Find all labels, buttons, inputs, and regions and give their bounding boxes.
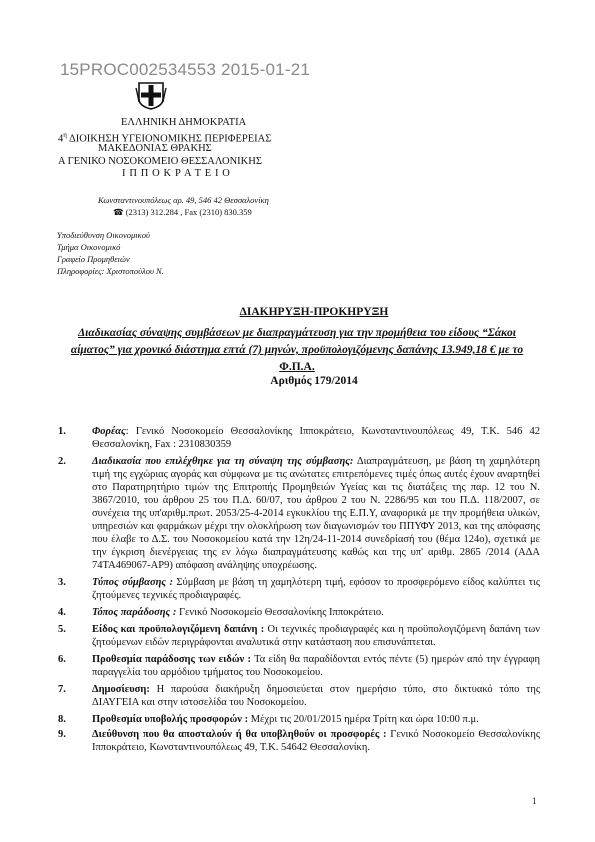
item-number: 4. — [58, 607, 66, 618]
item-text: Οι τεχνικές προδιαγραφές και η προϋπολογιζόμενη δαπάνη των ζητούμενων ειδών περιγράφονται αναλυτικά στην κατάσταση που επισυνάπτεται. — [92, 624, 540, 648]
hospital-address: Κωνσταντινουπόλεως αρ. 49, 546 42 Θεσσαλονίκη — [98, 195, 269, 205]
item-number: 9. — [58, 729, 66, 740]
list-item — [58, 606, 540, 619]
item-text: Σύμβαση με βάση τη χαμηλότερη τιμή, εφόσον το προσφερόμενο είδος καλύπτει τις ζητούμενες τεχνικές προδιαγραφές. — [92, 577, 540, 601]
department-info — [57, 229, 164, 277]
department-line: Υποδιεύθυνση Οικονομικού — [57, 230, 150, 240]
item-label: Τύπος σύμβασης : — [92, 577, 173, 588]
item-label: Τόπος παράδοσης : — [92, 607, 177, 618]
item-text: Η παρούσα διακήρυξη δημοσιεύεται στον ημερήσιο τύπο, στο δικτυακό τόπο της ΔΙΑΥΓΕΙΑ και στην ιστοσελίδα του Νοσοκομείου. — [92, 684, 540, 708]
page-number: 1 — [532, 796, 537, 806]
item-text: Γενικό Νοσοκομείο Θεσσαλονίκης Ιπποκράτειο, Κωνσταντινουπόλεως 49, Τ.Κ. 54642 Θεσσαλονίκη. — [92, 729, 541, 753]
header-hospital: Α ΓΕΝΙΚΟ ΝΟΣΟΚΟΜΕΙΟ ΘΕΣΣΑΛΟΝΙΚΗΣ — [58, 156, 262, 167]
header-hippokrateio: Ι Π Π Ο Κ Ρ Α Τ Ε Ι Ο — [122, 168, 231, 179]
list-item — [58, 455, 540, 572]
header-health-region: $4^\eta$ ΔΙΟΙΚΗΣΗ ΥΓΕΙΟΝΟΜΙΚΗΣ ΠΕΡΙΦΕΡΕΙΑΣ — [58, 131, 272, 145]
header-republic: ΕΛΛΗΝΙΚΗ ΔΗΜΟΚΡΑΤΙΑ — [121, 117, 247, 128]
list-item — [58, 576, 540, 602]
item-number: 3. — [58, 577, 66, 588]
department-line: Πληροφορίες: Χριστοπούλου Ν. — [57, 266, 164, 276]
item-label: Διεύθυνση που θα αποσταλούν ή θα υποβληθούν οι προσφορές : — [92, 729, 387, 740]
item-number: 1. — [58, 426, 66, 437]
department-line: Γραφείο Προμηθειών — [57, 254, 130, 264]
item-text: Γενικό Νοσοκομείο Θεσσαλονίκης Ιπποκράτειο. — [176, 607, 384, 618]
item-label: Προθεσμία υποβολής προσφορών : — [92, 714, 249, 725]
hospital-phone-fax: ☎ (2313) 312.284 , Fax (2310) 830.359 — [113, 207, 252, 217]
item-label: Προθεσμία παράδοσης των ειδών : — [92, 654, 252, 665]
item-number: 2. — [58, 456, 66, 467]
document-title: ΔΙΑΚΗΡΥΞΗ-ΠΡΟΚΗΡΥΞΗ — [239, 306, 389, 318]
terms-list — [58, 425, 540, 754]
item-text: Διαπραγμάτευση, με βάση τη χαμηλότερη τιμή της εγχώριας αγοράς και σύμφωνα με τις ανώτατες επιτρεπόμενες τιμές όπως αυτές έχουν αναρτηθεί στο Παρατηρητήριο τιμών της Επιτροπής Προμηθειών Υγείας και τις διατάξεις της παρ. 12 του Ν. 3867/2010, του άρθρου 25 του Π.Δ. 60/07, του άρθρου 2 του Ν. 2286/95 και του Π.Δ. 118/2007, σε συνέχεια της υπ'αριθμ.πρωτ. 2053/25-4-2014 εγκυκλίου της Ε.Π.Υ, αναφορικά με την προμήθεια υλικών, υπηρεσιών και φαρμάκων μέχρι την ολοκλήρωση των διαγωνισμών του ΠΠΥΦΥ 2013, και της απόφασης που έλαβε το Δ.Σ. του Νοσοκομείου κατά την 12η/24-11-2014 συνεδρίασή του (θέμα 124ο), σχετικά με την έγκριση διενέργειας της εν λόγω διαπραγμάτευσης καθώς και της υπ' αριθμ. 2865 /2014 (ΑΔΑ 74ΤΑ469067-ΑΡ9) απόφαση ανάληψης υποχρέωσης. — [92, 456, 540, 571]
item-number: 6. — [58, 654, 66, 665]
item-label: Φορέας — [92, 426, 126, 437]
list-item — [58, 728, 540, 754]
item-text: Μέχρι τις 20/01/2015 ημέρα Τρίτη και ώρα 10:00 π.μ. — [248, 714, 479, 725]
list-item — [58, 425, 540, 451]
item-number: 7. — [58, 684, 66, 695]
list-item — [58, 713, 540, 726]
item-text: Τα είδη θα παραδίδονται εντός πέντε (5) ημερών από την έγγραφη παραγγελία του αρμόδιου τμήματος του Νοσοκομείου. — [92, 654, 540, 678]
list-item — [58, 653, 540, 679]
item-label: Δημοσίευση: — [92, 684, 150, 695]
greek-emblem-icon — [135, 82, 167, 110]
department-line: Τμήμα Οικονομικό — [57, 242, 121, 252]
header-region-name: ΜΑΚΕΔΟΝΙΑΣ ΘΡΑΚΗΣ — [98, 143, 212, 154]
item-number: 5. — [58, 624, 66, 635]
item-number: 8. — [58, 714, 66, 725]
document-stamp: 15PROC002534553 2015-01-21 — [60, 60, 310, 79]
document-subtitle: Διαδικασίας σύναψης συμβάσεων με διαπραγμάτευση για την προμήθεια του είδους “Σάκοι αίματος” για χρονικό διάστημα επτά (7) μηνών, προϋπολογιζόμενης δαπάνης 13.949,18 € με το Φ.Π.Α. — [70, 327, 524, 373]
item-label: Διαδικασία που επιλέχθηκε για τη σύναψη της σύμβασης: — [92, 456, 354, 467]
item-text: : Γενικό Νοσοκομείο Θεσσαλονίκης Ιπποκράτειο, Κωνσταντινουπόλεως 49, Τ.Κ. 546 42 Θεσσαλονίκη, Fax : 2310830359 — [92, 426, 540, 450]
list-item — [58, 623, 540, 649]
list-item — [58, 683, 540, 709]
item-label: Είδος και προϋπολογιζόμενη δαπάνη : — [92, 624, 265, 635]
document-number: Αριθμός 179/2014 — [270, 375, 358, 387]
